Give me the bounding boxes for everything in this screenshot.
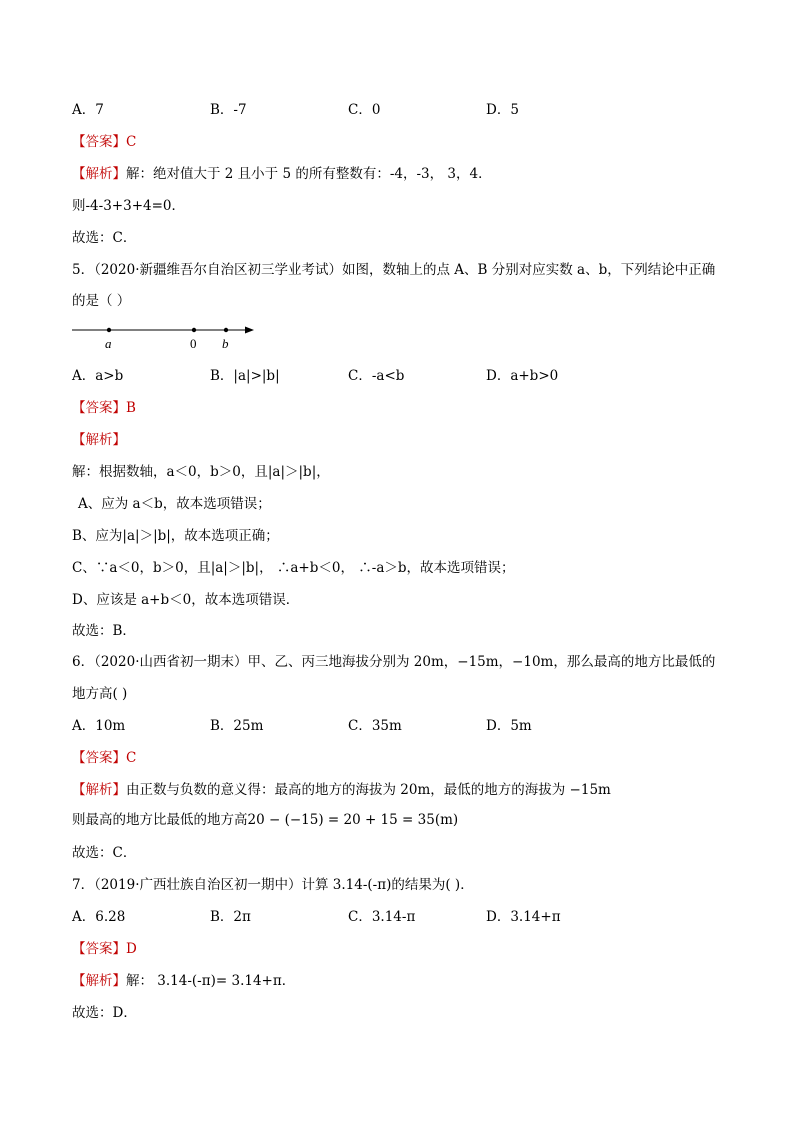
answer-value: C (126, 750, 137, 766)
q5-option-a: A．a>b (72, 368, 124, 384)
answer-value: C (126, 134, 137, 150)
analysis-tag: 【解析】 (72, 973, 126, 989)
q7-stem: 7．（2019·广西壮族自治区初一期中）计算 3.14-(-π)的结果为( )． (72, 877, 474, 893)
q6-option-b: B．25m (210, 718, 264, 734)
q6-analysis-line2 (72, 810, 458, 830)
number-line (70, 320, 270, 360)
answer-value: B (126, 400, 136, 416)
q7-analysis (72, 971, 295, 991)
q5-option-c: C．-a<b (348, 368, 405, 384)
q6-stem-line2: 地方高( ) (72, 686, 128, 702)
q5-answer (72, 398, 136, 418)
number-line-label-b: b (222, 336, 229, 351)
q5-analysis-line: 解：根据数轴，a＜0，b＞0，且|a|＞|b|， (72, 464, 330, 480)
q4-option-a: A．7 (72, 102, 104, 118)
analysis-tag: 【解析】 (72, 166, 126, 182)
q5-option-d: D．a+b>0 (486, 368, 559, 384)
q6-option-d: D．5m (486, 718, 532, 734)
q7-option-d: D．3.14+π (486, 909, 561, 925)
number-line-label-zero: 0 (190, 336, 197, 351)
answer-tag: 【答案】 (72, 750, 126, 766)
q5-analysis-tag: 【解析】 (72, 432, 126, 448)
analysis-math: 20 − (−15) = 20 + 15 = 35(m) (247, 812, 459, 828)
q6-conclusion: 故选：C． (72, 845, 137, 861)
q5-stem-line1: 5．（2020·新疆维吾尔自治区初三学业考试）如图，数轴上的点 A、B 分别对应实数 a、b，下列结论中正确 (72, 262, 716, 278)
analysis-tag: 【解析】 (72, 782, 126, 798)
q7-option-b: B．2π (210, 909, 251, 925)
number-line-label-a: a (105, 336, 112, 351)
q7-option-c: C．3.14-π (348, 909, 416, 925)
answer-tag: 【答案】 (72, 941, 126, 957)
analysis-text: 解：绝对值大于 2 且小于 5 的所有整数有：-4，-3， 3，4． (126, 166, 492, 182)
q5-conclusion: 故选：B． (72, 623, 136, 639)
q4-option-c: C．0 (348, 102, 381, 118)
analysis-text: 则最高的地方比最低的地方高 (72, 812, 248, 828)
answer-value: D (126, 941, 137, 957)
q7-conclusion: 故选：D． (72, 1005, 137, 1021)
number-line-graphic (70, 320, 270, 340)
q4-analysis (72, 164, 492, 184)
q7-option-a: A．6.28 (72, 909, 126, 925)
q5-analysis-line: A、应为 a＜b，故本选项错误； (78, 496, 271, 512)
q6-analysis (72, 780, 611, 800)
q4-answer (72, 132, 136, 152)
q7-answer (72, 939, 137, 959)
point-zero (192, 328, 196, 332)
analysis-text: 解： 3.14-(-π)= 3.14+π． (126, 973, 296, 989)
answer-tag: 【答案】 (72, 134, 126, 150)
q4-conclusion: 故选：C． (72, 230, 137, 246)
point-a (107, 328, 111, 332)
q5-analysis-line: B、应为|a|＞|b|，故本选项正确； (72, 528, 279, 544)
q6-option-a: A．10m (72, 718, 126, 734)
point-b (224, 328, 228, 332)
q5-analysis-line: D、应该是 a+b＜0，故本选项错误． (72, 592, 300, 608)
answer-tag: 【答案】 (72, 400, 126, 416)
q6-answer (72, 748, 136, 768)
axis-arrow (245, 327, 254, 334)
q4-analysis-line2: 则-4-3+3+4=0． (72, 198, 186, 214)
q5-analysis-line: C、∵a＜0，b＞0，且|a|＞|b|， ∴a+b＜0， ∴-a＞b，故本选项错误； (72, 560, 515, 576)
q4-option-d: D．5 (486, 102, 519, 118)
q5-stem-line2: 的是（ ） (72, 293, 131, 309)
q6-option-c: C．35m (348, 718, 402, 734)
q4-option-b: B．-7 (210, 102, 247, 118)
analysis-text: 由正数与负数的意义得：最高的地方的海拔为 20m，最低的地方的海拔为 −15m (126, 782, 611, 798)
q5-option-b: B．|a|>|b| (210, 368, 280, 384)
q6-stem-line1: 6．（2020·山西省初一期末）甲、乙、丙三地海拔分别为 20m，−15m，−10m，那么最高的地方比最低的 (72, 654, 716, 670)
